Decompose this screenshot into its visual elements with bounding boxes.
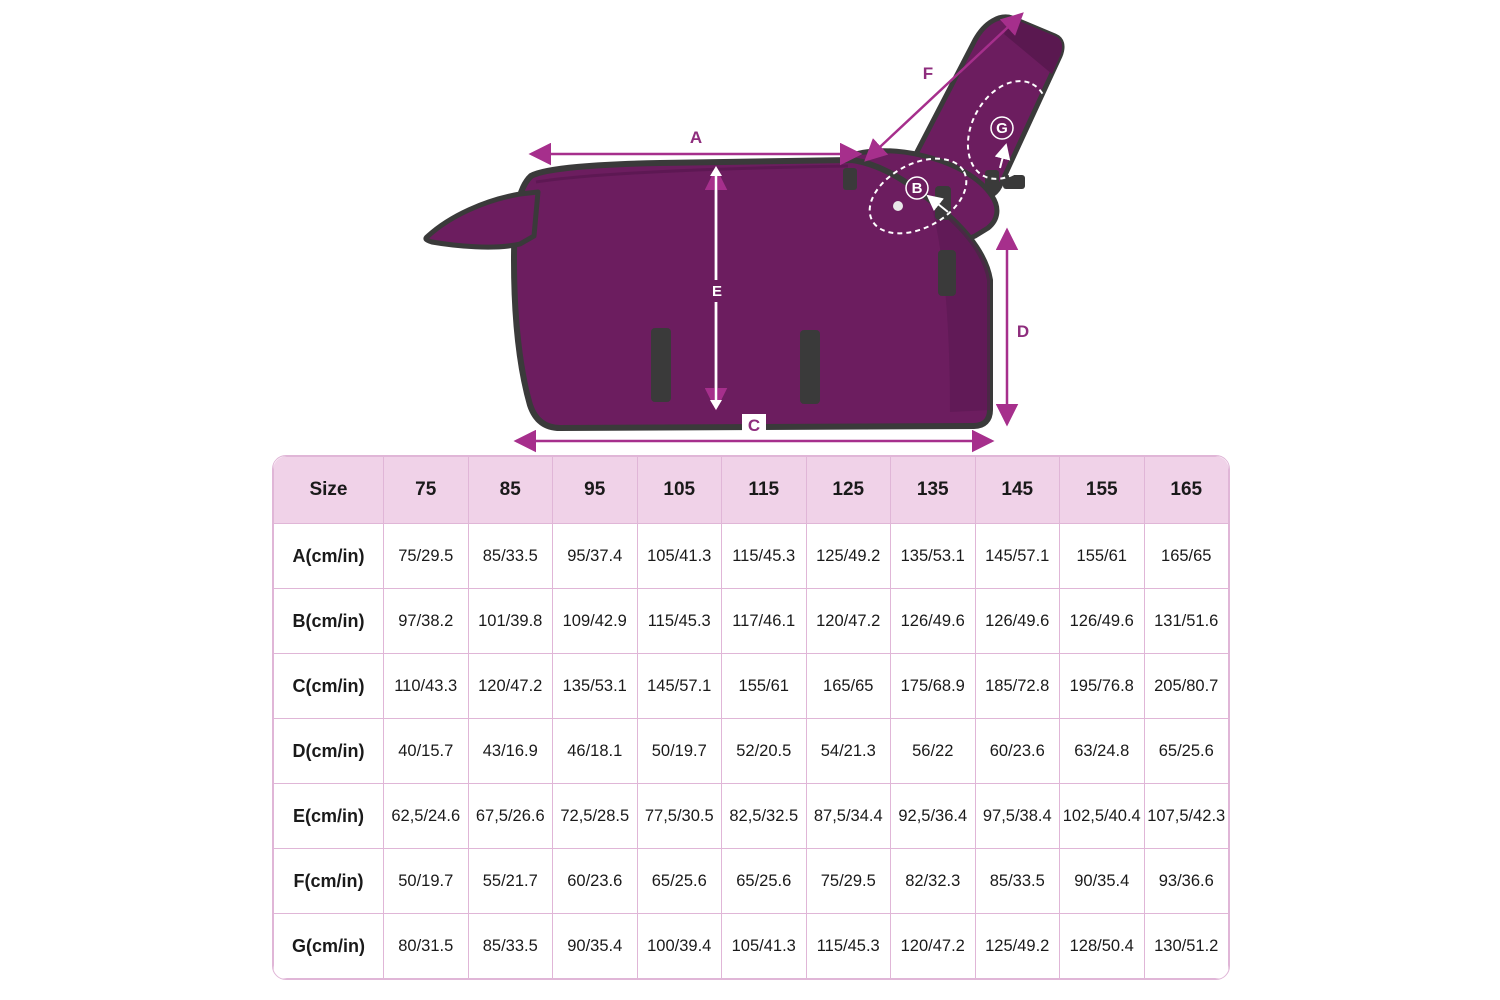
cell: 115/45.3 [806,914,891,979]
cell: 155/61 [1060,524,1145,589]
table-header-row [274,457,1229,524]
header-size-145: 145 [975,457,1060,524]
cell: 135/53.1 [891,524,976,589]
cell: 93/36.6 [1144,849,1229,914]
cell: 115/45.3 [722,524,807,589]
row-label-f: F(cm/in) [274,849,384,914]
dim-label-e: E [711,283,723,300]
header-size-165: 165 [1144,457,1229,524]
cell: 97/38.2 [384,589,469,654]
dim-label-f: F [922,64,934,83]
cell: 115/45.3 [637,589,722,654]
table-row [274,654,1229,719]
blanket-diagram [0,0,1500,460]
header-size-135: 135 [891,457,976,524]
table-row [274,784,1229,849]
dimension-d [1007,230,1035,424]
cell: 63/24.8 [1060,719,1145,784]
cell: 131/51.6 [1144,589,1229,654]
cell: 109/42.9 [553,589,638,654]
cell: 165/65 [1144,524,1229,589]
cell: 120/47.2 [468,654,553,719]
cell: 97,5/38.4 [975,784,1060,849]
table-row [274,524,1229,589]
cell: 80/31.5 [384,914,469,979]
cell: 85/33.5 [975,849,1060,914]
cell: 105/41.3 [722,914,807,979]
cell: 67,5/26.6 [468,784,553,849]
cell: 72,5/28.5 [553,784,638,849]
cell: 135/53.1 [553,654,638,719]
cell: 56/22 [891,719,976,784]
row-label-d: D(cm/in) [274,719,384,784]
table-row [274,914,1229,979]
cell: 125/49.2 [975,914,1060,979]
header-size-75: 75 [384,457,469,524]
cell: 75/29.5 [384,524,469,589]
cell: 128/50.4 [1060,914,1145,979]
row-label-b: B(cm/in) [274,589,384,654]
cell: 126/49.6 [975,589,1060,654]
cell: 87,5/34.4 [806,784,891,849]
cell: 165/65 [806,654,891,719]
cell: 145/57.1 [975,524,1060,589]
cell: 100/39.4 [637,914,722,979]
cell: 195/76.8 [1060,654,1145,719]
cell: 50/19.7 [637,719,722,784]
cell: 65/25.6 [722,849,807,914]
cell: 185/72.8 [975,654,1060,719]
cell: 90/35.4 [1060,849,1145,914]
row-label-a: A(cm/in) [274,524,384,589]
cell: 120/47.2 [806,589,891,654]
header-size-125: 125 [806,457,891,524]
table-row [274,589,1229,654]
cell: 77,5/30.5 [637,784,722,849]
cell: 60/23.6 [553,849,638,914]
cell: 145/57.1 [637,654,722,719]
cell: 82/32.3 [891,849,976,914]
cell: 107,5/42.3 [1144,784,1229,849]
cell: 50/19.7 [384,849,469,914]
cell: 126/49.6 [891,589,976,654]
header-size: Size [274,457,384,524]
cell: 95/37.4 [553,524,638,589]
cell: 155/61 [722,654,807,719]
cell: 120/47.2 [891,914,976,979]
cell: 85/33.5 [468,914,553,979]
size-table [273,456,1229,979]
table-body [274,524,1229,979]
cell: 54/21.3 [806,719,891,784]
cell: 65/25.6 [637,849,722,914]
cell: 82,5/32.5 [722,784,807,849]
header-size-155: 155 [1060,457,1145,524]
cell: 40/15.7 [384,719,469,784]
cell: 75/29.5 [806,849,891,914]
cell: 60/23.6 [975,719,1060,784]
cell: 105/41.3 [637,524,722,589]
row-label-c: C(cm/in) [274,654,384,719]
table-row [274,849,1229,914]
dim-label-g: G [996,120,1008,137]
header-size-95: 95 [553,457,638,524]
cell: 130/51.2 [1144,914,1229,979]
row-label-g: G(cm/in) [274,914,384,979]
cell: 125/49.2 [806,524,891,589]
cell: 205/80.7 [1144,654,1229,719]
dim-label-a: A [689,128,703,147]
cell: 102,5/40.4 [1060,784,1145,849]
cell: 92,5/36.4 [891,784,976,849]
cell: 43/16.9 [468,719,553,784]
cell: 175/68.9 [891,654,976,719]
table-header [274,457,1229,524]
cell: 101/39.8 [468,589,553,654]
header-size-105: 105 [637,457,722,524]
dim-label-d: D [1016,322,1030,341]
cell: 55/21.7 [468,849,553,914]
cell: 117/46.1 [722,589,807,654]
cell: 90/35.4 [553,914,638,979]
dim-label-c: C [747,416,761,435]
dim-label-b: B [911,180,923,197]
cell: 65/25.6 [1144,719,1229,784]
cell: 85/33.5 [468,524,553,589]
cell: 62,5/24.6 [384,784,469,849]
cell: 126/49.6 [1060,589,1145,654]
cell: 46/18.1 [553,719,638,784]
size-chart [272,455,1230,980]
table-row [274,719,1229,784]
header-size-115: 115 [722,457,807,524]
cell: 52/20.5 [722,719,807,784]
dimension-a [531,126,860,154]
row-label-e: E(cm/in) [274,784,384,849]
header-size-85: 85 [468,457,553,524]
cell: 110/43.3 [384,654,469,719]
